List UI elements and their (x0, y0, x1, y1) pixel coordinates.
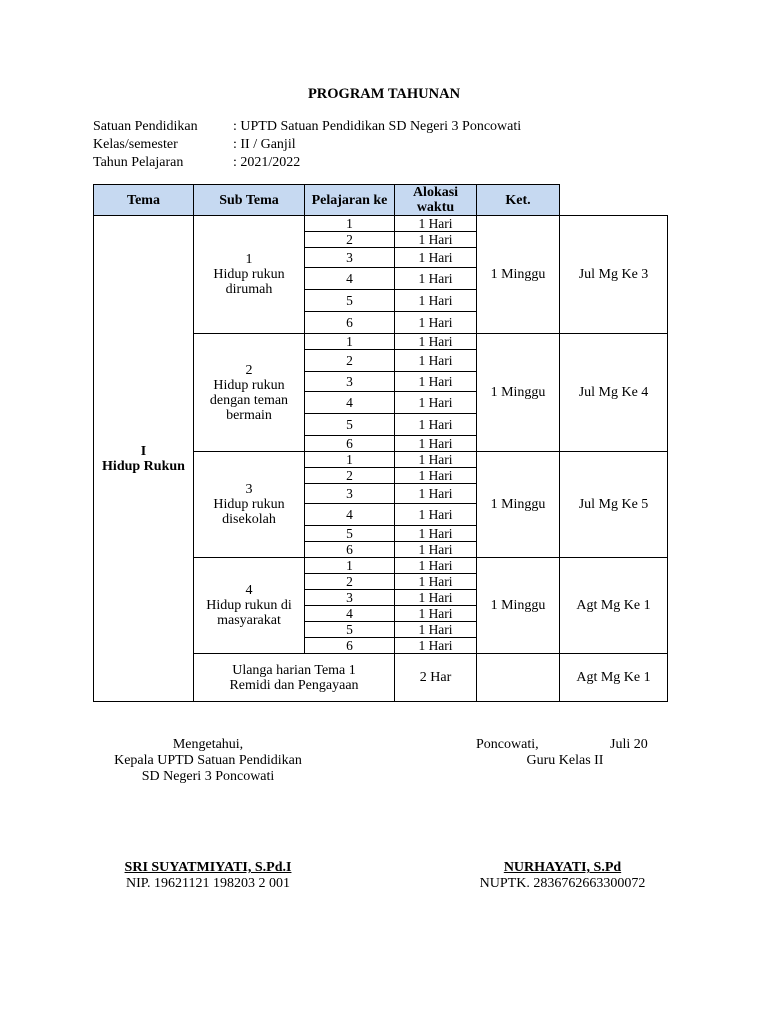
meta-label: Kelas/semester (93, 137, 178, 152)
meta-row-school (93, 118, 521, 136)
lesson-number: 2 (305, 232, 395, 248)
signature-right-role (470, 753, 660, 769)
lesson-number: 6 (305, 542, 395, 558)
principal-nip: NIP. 19621121 198203 2 001 (126, 876, 290, 891)
note-cell: Jul Mg Ke 5 (560, 452, 668, 558)
lesson-time: 1 Hari (395, 606, 477, 622)
lesson-number: 4 (305, 268, 395, 290)
note-cell: Jul Mg Ke 3 (560, 216, 668, 334)
meta-row-class (93, 136, 296, 154)
header-subtema: Sub Tema (194, 185, 305, 216)
meta-label: Tahun Pelajaran (93, 155, 184, 170)
allocation-cell: 1 Minggu (477, 216, 560, 334)
lesson-number: 4 (305, 392, 395, 414)
lesson-time: 1 Hari (395, 468, 477, 484)
tema-number: I (140, 443, 147, 459)
acknowledge-text: Mengetahui, (172, 737, 244, 752)
subtema-name-line: Hidup rukun (213, 267, 285, 282)
table-row (94, 216, 668, 232)
meta-value: : II / Ganjil (233, 137, 296, 152)
lesson-time: 1 Hari (395, 350, 477, 372)
lesson-number: 1 (305, 558, 395, 574)
subtema-number: 4 (245, 583, 253, 598)
note-cell: Jul Mg Ke 4 (560, 334, 668, 452)
document-title: PROGRAM TAHUNAN (307, 86, 461, 102)
meta-value: : 2021/2022 (233, 155, 301, 170)
program-table (93, 184, 668, 702)
lesson-number: 5 (305, 622, 395, 638)
subtema-name-line: Hidup rukun di (206, 598, 292, 613)
header-alokasi: Alokasi waktu (395, 185, 477, 216)
header-ket: Ket. (477, 185, 560, 216)
signature-left (93, 737, 323, 785)
lesson-time: 1 Hari (395, 312, 477, 334)
lesson-time: 1 Hari (395, 452, 477, 468)
lesson-time: 1 Hari (395, 638, 477, 654)
allocation-cell: 1 Minggu (477, 452, 560, 558)
lesson-time: 1 Hari (395, 414, 477, 436)
allocation-cell: 1 Minggu (477, 558, 560, 654)
lesson-number: 6 (305, 312, 395, 334)
tema-cell (94, 216, 194, 702)
subtema-name-line: bermain (226, 407, 272, 423)
lesson-time: 1 Hari (395, 436, 477, 452)
subtema-name-line: masyarakat (217, 613, 281, 628)
lesson-number: 5 (305, 290, 395, 312)
allocation-cell: 1 Minggu (477, 334, 560, 452)
lesson-time: 1 Hari (395, 590, 477, 606)
lesson-number: 4 (305, 504, 395, 526)
lesson-number: 3 (305, 372, 395, 392)
lesson-time: 1 Hari (395, 574, 477, 590)
lesson-number: 5 (305, 414, 395, 436)
lesson-number: 2 (305, 468, 395, 484)
teacher-name: NURHAYATI, S.Pd (503, 860, 622, 875)
principal-title: Kepala UPTD Satuan Pendidikan (114, 753, 302, 768)
lesson-time: 1 Hari (395, 504, 477, 526)
lesson-time: 1 Hari (395, 526, 477, 542)
lesson-number: 6 (305, 638, 395, 654)
subtema-cell (194, 216, 305, 334)
tema-name: Hidup Rukun (102, 458, 185, 474)
teacher-nuptk: NUPTK. 2836762663300072 (479, 876, 646, 891)
table-body (94, 216, 668, 702)
review-line: Ulanga harian Tema 1 (232, 662, 356, 678)
lesson-number: 1 (305, 216, 395, 232)
lesson-number: 3 (305, 248, 395, 268)
lesson-time: 1 Hari (395, 290, 477, 312)
signature-right-name-block (460, 860, 665, 892)
lesson-number: 3 (305, 484, 395, 504)
signature-left-name-block (93, 860, 323, 892)
lesson-number: 2 (305, 350, 395, 372)
meta-label: Satuan Pendidikan (93, 119, 198, 134)
subtema-number: 2 (245, 362, 253, 378)
lesson-time: 1 Hari (395, 248, 477, 268)
meta-value: : UPTD Satuan Pendidikan SD Negeri 3 Poncowati (233, 119, 522, 134)
lesson-number: 2 (305, 574, 395, 590)
subtema-name-line: disekolah (222, 512, 276, 527)
lesson-time: 1 Hari (395, 372, 477, 392)
lesson-number: 3 (305, 590, 395, 606)
review-cell (194, 654, 395, 702)
lesson-number: 5 (305, 526, 395, 542)
header-pelajaran: Pelajaran ke (305, 185, 395, 216)
teacher-role: Guru Kelas II (526, 753, 604, 768)
review-line: Remidi dan Pengayaan (229, 677, 359, 693)
header-tema: Tema (94, 185, 194, 216)
subtema-cell (194, 334, 305, 452)
sign-place: Poncowati, (476, 737, 539, 752)
lesson-time: 1 Hari (395, 216, 477, 232)
lesson-time: 1 Hari (395, 232, 477, 248)
subtema-name-line: dirumah (225, 282, 273, 297)
school-name: SD Negeri 3 Poncowati (141, 769, 275, 784)
signature-right-date (610, 737, 670, 753)
lesson-time: 1 Hari (395, 484, 477, 504)
lesson-time: 1 Hari (395, 558, 477, 574)
lesson-time: 1 Hari (395, 334, 477, 350)
lesson-time: 1 Hari (395, 542, 477, 558)
lesson-number: 4 (305, 606, 395, 622)
table-header-row (94, 185, 668, 216)
lesson-time: 1 Hari (395, 268, 477, 290)
subtema-cell (194, 558, 305, 654)
subtema-name-line: Hidup rukun (213, 377, 285, 393)
subtema-name-line: dengan teman (209, 392, 289, 408)
note-cell: Agt Mg Ke 1 (560, 558, 668, 654)
sign-date: Juli 20 (610, 737, 648, 752)
subtema-name-line: Hidup rukun (213, 497, 285, 512)
meta-row-year (93, 154, 300, 172)
lesson-time: 1 Hari (395, 622, 477, 638)
lesson-time: 1 Hari (395, 392, 477, 414)
lesson-number: 1 (305, 452, 395, 468)
principal-name: SRI SUYATMIYATI, S.Pd.I (124, 860, 292, 875)
lesson-number: 6 (305, 436, 395, 452)
lesson-number: 1 (305, 334, 395, 350)
subtema-number: 1 (245, 252, 253, 267)
subtema-number: 3 (245, 482, 253, 497)
review-note: Agt Mg Ke 1 (560, 654, 668, 702)
review-time: 2 Har (395, 654, 477, 702)
review-allocation (477, 654, 560, 702)
subtema-cell (194, 452, 305, 558)
